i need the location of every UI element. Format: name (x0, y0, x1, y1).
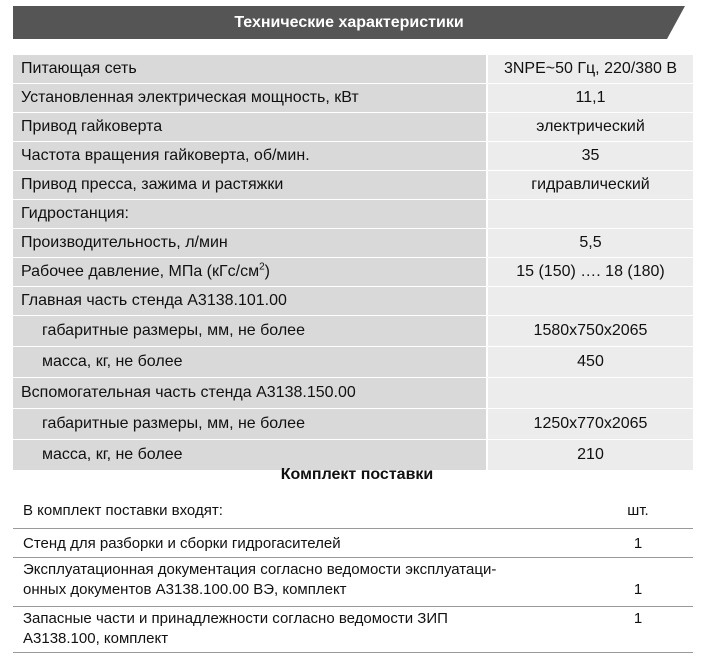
spec-value: гидравлический (487, 171, 693, 200)
spec-label-suffix: ) (264, 263, 270, 280)
spec-row (13, 316, 693, 347)
spec-label: Гидростанция: (13, 200, 487, 229)
spec-group-label: Вспомогательная часть стенда А3138.150.00 (13, 378, 487, 409)
kit-section-title: Комплект поставки (280, 466, 434, 483)
kit-table (13, 492, 693, 655)
spec-row (13, 142, 693, 171)
spec-row (13, 171, 693, 200)
superscript: 2 (259, 261, 265, 273)
specs-table (13, 55, 693, 470)
spec-value: 5,5 (487, 229, 693, 258)
spec-value (487, 287, 693, 316)
kit-item-name (13, 607, 583, 656)
spec-label: Частота вращения гайковерта, об/мин. (13, 142, 487, 171)
spec-label-text: Рабочее давление, МПа (кГс/см (21, 263, 260, 280)
spec-value: 35 (487, 142, 693, 171)
kit-item-qty: 1 (583, 558, 693, 607)
kit-item-line: онных документов А3138.100.00 ВЭ, комплект (23, 581, 347, 598)
spec-value: 450 (487, 347, 693, 378)
spec-label: Установленная электрическая мощность, кВт (13, 84, 487, 113)
spec-label: масса, кг, не более (13, 440, 487, 471)
spec-value (487, 200, 693, 229)
spec-label: габаритные размеры, мм, не более (13, 409, 487, 440)
kit-item-name: Стенд для разборки и сборки гидрогасителей (13, 529, 583, 558)
spec-value: 210 (487, 440, 693, 471)
kit-item-line: А3138.100, комплект (23, 630, 169, 647)
kit-header-row (13, 492, 693, 529)
spec-row (13, 84, 693, 113)
kit-item-line: Запасные части и принадлежности согласно ведомости ЗИП (23, 610, 448, 627)
kit-item-qty: 1 (583, 607, 693, 656)
spec-value: 3NPE~50 Гц, 220/380 В (487, 55, 693, 84)
kit-item-row (13, 607, 693, 656)
spec-row (13, 55, 693, 84)
spec-row (13, 378, 693, 409)
spec-row (13, 287, 693, 316)
spec-value (487, 378, 693, 409)
spec-label: масса, кг, не более (13, 347, 487, 378)
section-header-specs (13, 6, 685, 39)
spec-label: Питающая сеть (13, 55, 487, 84)
spec-row (13, 229, 693, 258)
bottom-divider (13, 652, 693, 653)
spec-value: 1250x770x2065 (487, 409, 693, 440)
spec-row (13, 347, 693, 378)
kit-unit-header: шт. (627, 501, 649, 519)
kit-item-row (13, 558, 693, 607)
spec-label: Производительность, л/мин (13, 229, 487, 258)
spec-label: Привод пресса, зажима и растяжки (13, 171, 487, 200)
section-title: Технические характеристики (234, 14, 464, 31)
spec-group-label: Главная часть стенда А3138.101.00 (13, 287, 487, 316)
spec-value: 11,1 (487, 84, 693, 113)
spec-value: 1580x750x2065 (487, 316, 693, 347)
spec-value: 15 (150) …. 18 (180) (487, 258, 693, 287)
spec-label-pressure (13, 258, 487, 287)
kit-item-qty: 1 (583, 529, 693, 558)
spec-label: Привод гайковерта (13, 113, 487, 142)
spec-row (13, 409, 693, 440)
kit-item-line: Эксплуатационная документация согласно ведомости эксплуатаци- (23, 561, 497, 578)
spec-row (13, 113, 693, 142)
spec-row (13, 258, 693, 287)
spec-label: габаритные размеры, мм, не более (13, 316, 487, 347)
kit-intro: В комплект поставки входят: (23, 501, 223, 519)
spec-row (13, 200, 693, 229)
kit-item-row (13, 529, 693, 558)
spec-value: электрический (487, 113, 693, 142)
kit-item-name (13, 558, 583, 607)
